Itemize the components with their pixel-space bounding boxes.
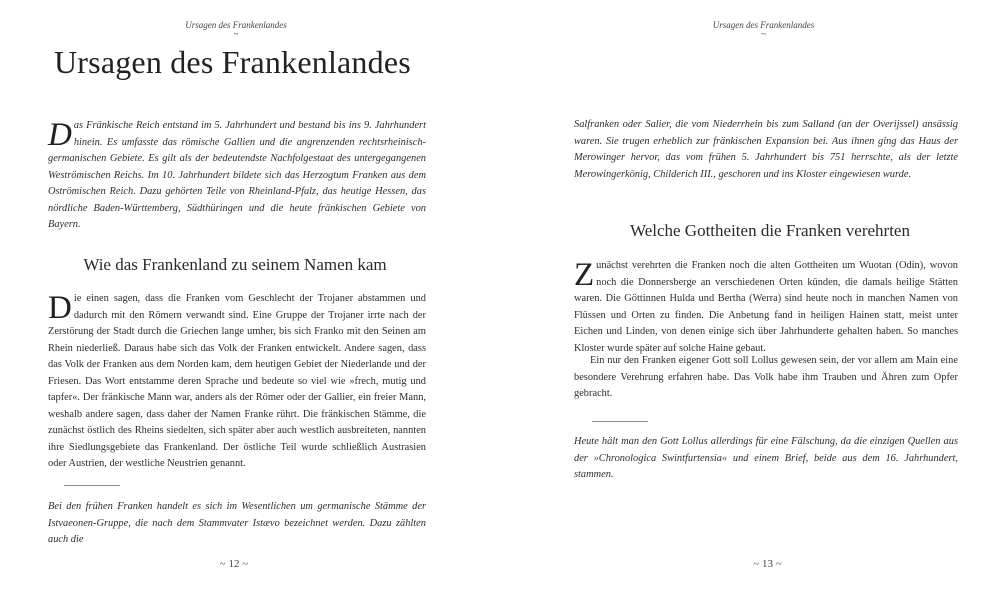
section-body-right-2: Ein nur den Franken eigener Gott soll Lollus gewesen sein, der vor allem am Main eine besondere Verehrung erfahren habe. Das Volk habe ihm Trauben und Ähren zum Opfer gebracht. — [574, 355, 958, 399]
footnote-left: Bei den frühen Franken handelt es sich im Wesentlichen um germanische Stämme der Istvaeonen-Gruppe, die nach dem Stammvater Istævo bezeichnet werden. Dazu zählten auch die — [48, 501, 426, 545]
running-head-left — [0, 20, 486, 37]
continued-paragraph: Salfranken oder Salier, die vom Niederrhein bis zum Salland (an der Overijssel) ansässig waren. Sie trugen erheblich zur fränkischen Expansion bei. Aus ihnen ging das Haus der Merowinger hervor, das vom frühen 5. Jahrhundert bis 751 herrschte, als der letzte Merowingerkönig, Childerich III., geschoren und ins Kloster eingewiesen wurde. — [574, 119, 958, 180]
right-page — [500, 0, 999, 600]
page-number-text: 12 — [228, 558, 240, 570]
chapter-title: Ursagen des Frankenlandes — [54, 44, 411, 80]
dropcap-letter: D — [48, 290, 72, 326]
section-body-text: unächst verehrten die Franken noch die alten Gottheiten um Wuotan (Odin), wovon noch die Donnersberge an verschiedenen Orten künden, die damals heilige Stätten waren. Die Göttinnen Hulda und Bertha (Werra) sind heute noch in manchen Namen von Flüssen und Orten zu finden. Die Anbetung fand in heiligen Hainen statt, meist unter Eichen und Linden, von denen einige sich über Jahrhunderte gehalten haben. So manches Kloster wurde später auf solche Haine gebaut. — [574, 260, 958, 354]
folio-swash: ~ — [219, 558, 226, 570]
page-number-text: 13 — [762, 558, 773, 570]
intro-text: as Fränkische Reich entstand im 5. Jahrhundert und bestand bis ins 9. Jahrhundert hinein. Es umfasste das römische Gallien und die angrenzenden rechtsrheinisch-germanischen Gebiete. Es gilt als der bedeutendste Nachfolgestaat des untergegangenen Weströmischen Reichs. Im 10. Jahrhundert bildete sich das Herzogtum Franken aus dem Oströmischen Reich. Dazu gehörten Teile von Rheinland-Pfalz, das heutige Hessen, das nördliche Baden-Württemberg, Südthüringen und die heute fränkischen Gebiete von Bayern. — [48, 120, 426, 230]
running-head-text: Ursagen des Frankenlandes — [712, 20, 815, 30]
folio-swash: ~ — [242, 558, 249, 570]
footnote-divider — [64, 485, 120, 486]
page-number-right — [518, 558, 999, 570]
section-heading-right: Welche Gottheiten die Franken verehrten — [630, 221, 910, 240]
running-head-right — [514, 20, 999, 37]
page-number-left — [0, 558, 484, 570]
running-head-text: Ursagen des Frankenlandes — [185, 20, 287, 30]
section-body-right — [574, 258, 958, 357]
ornament-tilde: ~ — [761, 29, 766, 39]
intro-paragraph — [48, 118, 426, 234]
dropcap-letter: D — [48, 117, 72, 153]
footnote-right: Heute hält man den Gott Lollus allerdings für eine Fälschung, da die einzigen Quellen aus der »Chronologica Swintfurtensia« und einem Brief, beide aus dem 16. Jahrhundert, stammen. — [574, 436, 958, 480]
folio-swash: ~ — [775, 558, 782, 570]
section-heading-left: Wie das Frankenland zu seinem Namen kam — [83, 255, 387, 274]
ornament-tilde: ~ — [233, 29, 239, 39]
dropcap-letter: Z — [574, 257, 595, 293]
section-body-text: ie einen sagen, dass die Franken vom Geschlecht der Trojaner abstammen und dadurch mit den Römern verwandt sind. Eine Gruppe der Trojaner irrte nach der Zerstörung der Stadt durch die Griechen lange umher, bis sich Franko mit den Seinen am Rhein niederließ. Daraus habe sich das Volk der Franken entwickelt. Andere sagen, dass das Volk der Franken aus dem Norden kam, dem heutigen Gebiet der Niederlande und der Friesen. Das Wort entstamme deren Sprache und bedeute so viel wie »frech, mutig und tapfer«. Der fränkische Mann war, anders als der Römer oder der Gallier, ein freier Mann, weshalb andere sagen, dass daher der Namen Franke rührt. Die fränkischen Stämme, die zunächst östlich des Rheins siedelten, sich später aber auch westlich ausbreiteten, nannten ihre Siedlungsgebiete das Frankenland. Der östliche Teil wurde schließlich Austrasien oder Austrien, der westliche Neustrien genannt. — [48, 293, 426, 469]
section-body-left — [48, 291, 426, 473]
folio-swash: ~ — [753, 558, 760, 570]
footnote-divider — [592, 421, 648, 422]
